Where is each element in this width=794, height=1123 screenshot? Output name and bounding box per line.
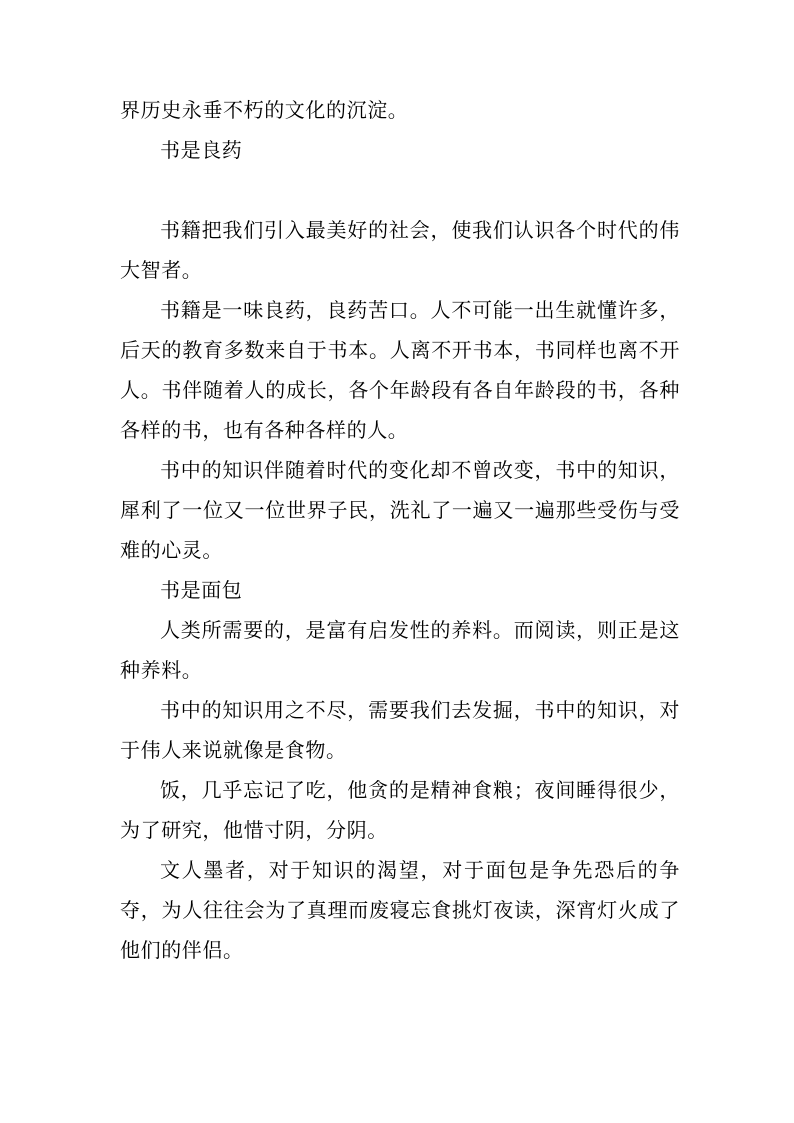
section-heading-bread: 书是面包 xyxy=(160,578,243,602)
paragraph: 饭，几乎忘记了吃，他贪的是精神食粮；夜间睡得很少，为了研究，他惜寸阴，分阴。 xyxy=(120,778,680,842)
paragraph-continuation: 界历史永垂不朽的文化的沉淀。 xyxy=(120,98,409,122)
document-body xyxy=(120,90,680,970)
paragraph: 书籍是一味良药，良药苦口。人不可能一出生就懂许多，后天的教育多数来自于书本。人离不开书本，书同样也离不开人。书伴随着人的成长，各个年龄段有各自年龄段的书，各种各样的书，也有各种各样的人。 xyxy=(120,298,680,442)
paragraph: 书籍把我们引入最美好的社会，使我们认识各个时代的伟大智者。 xyxy=(120,218,680,282)
blank-line xyxy=(120,170,680,210)
paragraph: 文人墨者，对于知识的渴望，对于面包是争先恐后的争夺，为人往往会为了真理而废寝忘食挑灯夜读，深宵灯火成了他们的伴侣。 xyxy=(120,858,680,962)
paragraph: 书中的知识伴随着时代的变化却不曾改变，书中的知识，犀利了一位又一位世界子民，洗礼了一遍又一遍那些受伤与受难的心灵。 xyxy=(120,458,680,562)
paragraph: 书中的知识用之不尽，需要我们去发掘，书中的知识，对于伟人来说就像是食物。 xyxy=(120,698,680,762)
paragraph: 人类所需要的，是富有启发性的养料。而阅读，则正是这种养料。 xyxy=(120,618,680,682)
section-heading-medicine: 书是良药 xyxy=(160,138,243,162)
